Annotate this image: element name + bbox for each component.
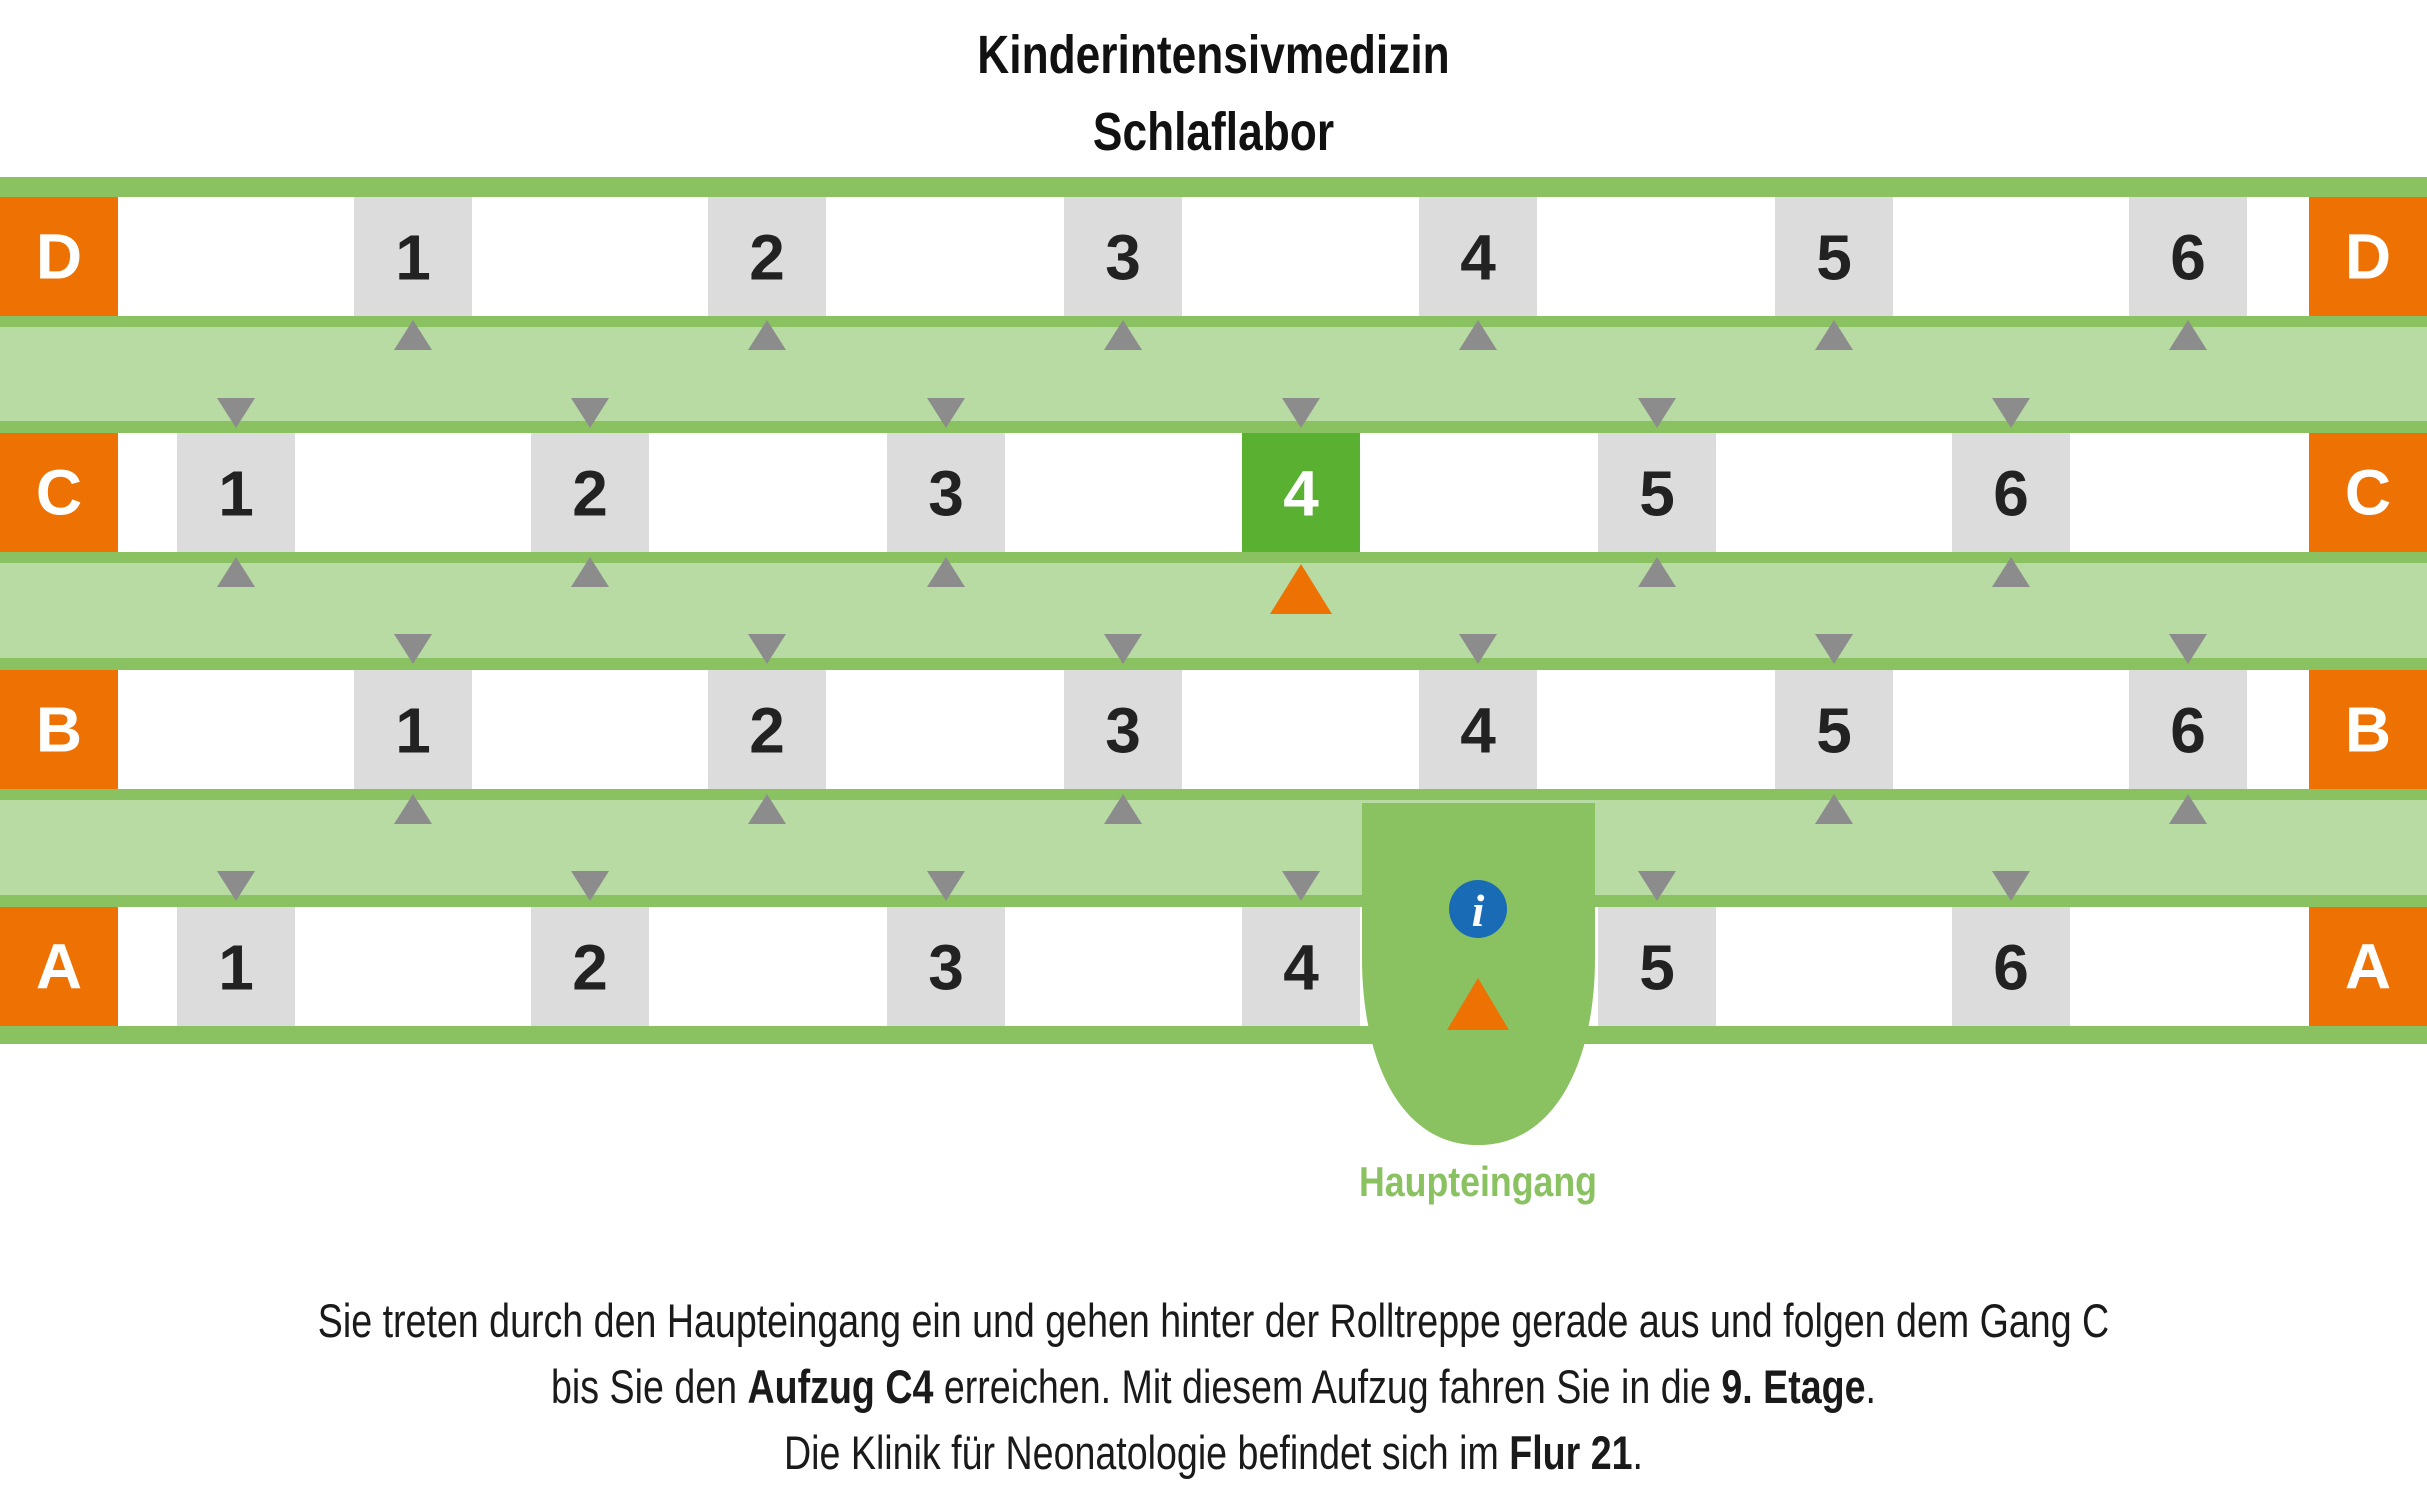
wall-line bbox=[0, 658, 2427, 670]
wall-line bbox=[0, 552, 2427, 563]
elevator-number-c3: 3 bbox=[928, 457, 964, 530]
elevator-number-d4: 4 bbox=[1460, 221, 1496, 294]
row-letter-right: B bbox=[2344, 693, 2392, 766]
elevator-number-a4: 4 bbox=[1283, 931, 1319, 1004]
corridor-c-b bbox=[0, 552, 2427, 670]
elevator-number-c6: 6 bbox=[1993, 457, 2029, 530]
directions-line-1 bbox=[243, 1288, 2185, 1354]
elevator-number-d6: 6 bbox=[2170, 221, 2206, 294]
directions-line-3 bbox=[243, 1420, 2185, 1486]
directions-line-2-c: erreichen. Mit diesem Aufzug fahren Sie in die bbox=[933, 1360, 1722, 1413]
floor-name: 9. Etage bbox=[1721, 1360, 1866, 1413]
row-letter-left: C bbox=[35, 456, 83, 529]
row-a bbox=[0, 907, 2427, 1145]
elevator-number-a3: 3 bbox=[928, 931, 964, 1004]
row-letter-right: D bbox=[2344, 220, 2392, 293]
elevator-number-a2: 2 bbox=[572, 931, 608, 1004]
elevator-name: Aufzug C4 bbox=[747, 1360, 934, 1413]
directions-line-2-a: bis Sie den bbox=[551, 1360, 748, 1413]
directions-line-2 bbox=[243, 1354, 2185, 1420]
elevator-number-d3: 3 bbox=[1105, 221, 1141, 294]
wall-line bbox=[0, 177, 2427, 197]
title-line-1: Kinderintensivmedizin bbox=[977, 25, 1450, 85]
info-icon-glyph: i bbox=[1471, 885, 1485, 936]
elevator-number-d2: 2 bbox=[749, 221, 785, 294]
row-letter-right: A bbox=[2344, 930, 2392, 1003]
elevator-number-c5: 5 bbox=[1639, 457, 1675, 530]
elevator-number-b2: 2 bbox=[749, 694, 785, 767]
row-letter-left: A bbox=[35, 930, 83, 1003]
wall-line bbox=[0, 421, 2427, 433]
corridor-d-c bbox=[0, 316, 2427, 433]
elevator-number-b4: 4 bbox=[1460, 694, 1496, 767]
row-letter-left: D bbox=[35, 220, 83, 293]
row-d bbox=[0, 197, 2427, 316]
directions-line-3-c: . bbox=[1632, 1426, 1643, 1479]
directions-line-1-text: Sie treten durch den Haupteingang ein und gehen hinter der Rolltreppe gerade aus und folgen dem Gang C bbox=[317, 1294, 2110, 1347]
row-letter-right: C bbox=[2344, 456, 2392, 529]
entrance-label: Haupteingang bbox=[1359, 1159, 1597, 1206]
elevator-number-b6: 6 bbox=[2170, 694, 2206, 767]
elevator-number-b3: 3 bbox=[1105, 694, 1141, 767]
elevator-number-c2: 2 bbox=[572, 457, 608, 530]
corridor-b-a bbox=[0, 789, 2427, 907]
row-c bbox=[0, 433, 2427, 552]
elevator-number-b5: 5 bbox=[1816, 694, 1852, 767]
elevator-number-a5: 5 bbox=[1639, 931, 1675, 1004]
directions-line-2-e: . bbox=[1865, 1360, 1876, 1413]
directions-text bbox=[0, 1288, 2427, 1486]
elevator-number-c4: 4 bbox=[1283, 457, 1319, 530]
corridor-name: Flur 21 bbox=[1509, 1426, 1633, 1479]
elevator-number-b1: 1 bbox=[395, 694, 431, 767]
elevator-number-a6: 6 bbox=[1993, 931, 2029, 1004]
elevator-number-d1: 1 bbox=[395, 221, 431, 294]
wall-line bbox=[0, 316, 2427, 327]
elevator-number-a1: 1 bbox=[218, 931, 254, 1004]
wall-line bbox=[0, 895, 2427, 907]
title-line-2: Schlaflabor bbox=[1092, 102, 1335, 162]
wall-line bbox=[0, 789, 2427, 800]
directions-line-3-a: Die Klinik für Neonatologie befindet sich im bbox=[784, 1426, 1510, 1479]
elevator-number-c1: 1 bbox=[218, 457, 254, 530]
row-letter-left: B bbox=[35, 693, 83, 766]
elevator-number-d5: 5 bbox=[1816, 221, 1852, 294]
row-b bbox=[0, 670, 2427, 789]
wall-line bbox=[0, 1026, 2427, 1044]
